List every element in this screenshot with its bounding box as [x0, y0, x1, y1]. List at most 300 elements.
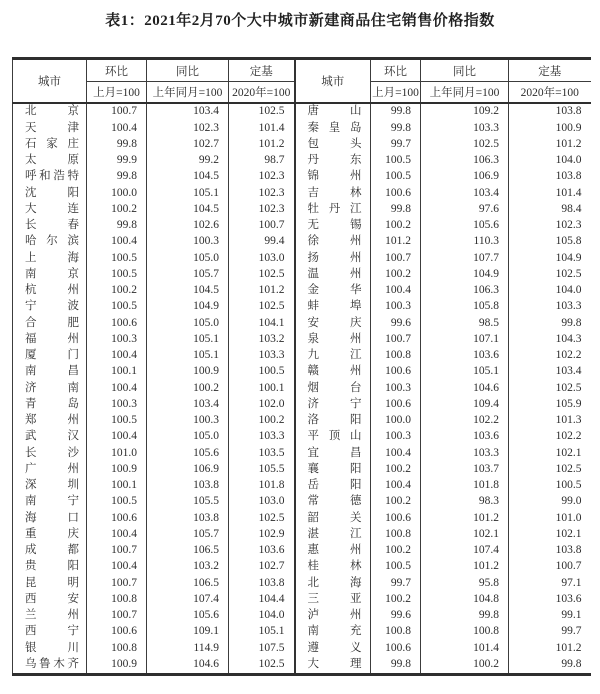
mom-value: 100.7 — [87, 575, 147, 591]
city-cell — [295, 315, 371, 331]
city-name: 温 州 — [307, 267, 362, 280]
yoy-value: 100.2 — [421, 657, 509, 675]
mom-value: 100.8 — [371, 527, 421, 543]
city-cell — [13, 624, 87, 640]
city-name: 三 亚 — [307, 592, 362, 605]
city-cell — [13, 267, 87, 283]
fixed-base-value: 103.8 — [509, 169, 591, 185]
fixed-base-value: 103.3 — [229, 429, 295, 445]
table-row — [13, 510, 591, 526]
city-name: 呼 和 浩 特 — [25, 170, 79, 183]
city-cell — [13, 283, 87, 299]
city-cell — [13, 250, 87, 266]
yoy-value: 107.4 — [421, 543, 509, 559]
fixed-base-value: 103.8 — [509, 103, 591, 120]
fixed-base-value: 105.1 — [229, 624, 295, 640]
header-city-right: 城市 — [295, 59, 371, 104]
table-row — [13, 169, 591, 185]
fixed-base-value: 102.5 — [509, 267, 591, 283]
mom-value: 100.6 — [371, 185, 421, 201]
city-cell — [295, 575, 371, 591]
table-row — [13, 234, 591, 250]
table-row — [13, 153, 591, 169]
yoy-value: 99.2 — [147, 153, 229, 169]
mom-value: 100.3 — [87, 332, 147, 348]
city-cell — [13, 169, 87, 185]
table-row — [13, 218, 591, 234]
fixed-base-value: 104.4 — [229, 592, 295, 608]
mom-value: 99.6 — [371, 608, 421, 624]
mom-value: 100.5 — [371, 559, 421, 575]
city-cell — [13, 657, 87, 675]
yoy-value: 104.6 — [421, 380, 509, 396]
fixed-base-value: 104.3 — [509, 332, 591, 348]
fixed-base-value: 100.5 — [509, 478, 591, 494]
mom-value: 101.2 — [371, 234, 421, 250]
city-cell — [295, 299, 371, 315]
fixed-base-value: 101.2 — [229, 283, 295, 299]
table-row — [13, 657, 591, 675]
yoy-value: 106.3 — [421, 283, 509, 299]
yoy-value: 110.3 — [421, 234, 509, 250]
mom-value: 100.4 — [371, 283, 421, 299]
city-cell — [13, 348, 87, 364]
fixed-base-value: 97.1 — [509, 575, 591, 591]
fixed-base-value: 104.1 — [229, 315, 295, 331]
yoy-value: 100.3 — [147, 413, 229, 429]
fixed-base-value: 102.0 — [229, 397, 295, 413]
fixed-base-value: 105.8 — [509, 234, 591, 250]
mom-value: 100.4 — [87, 348, 147, 364]
city-name: 惠 州 — [307, 544, 362, 557]
yoy-value: 105.1 — [147, 185, 229, 201]
city-cell — [295, 218, 371, 234]
mom-value: 99.9 — [87, 153, 147, 169]
city-name: 沈 阳 — [25, 186, 79, 199]
mom-value: 100.8 — [87, 592, 147, 608]
fixed-base-value: 105.5 — [229, 462, 295, 478]
city-cell — [13, 137, 87, 153]
city-cell — [295, 608, 371, 624]
mom-value: 100.5 — [87, 299, 147, 315]
mom-value: 100.5 — [87, 494, 147, 510]
yoy-value: 105.1 — [147, 348, 229, 364]
mom-value: 100.5 — [371, 153, 421, 169]
mom-value: 100.1 — [87, 364, 147, 380]
table-row — [13, 575, 591, 591]
table-row — [13, 185, 591, 201]
table-row — [13, 608, 591, 624]
fixed-base-value: 102.9 — [229, 527, 295, 543]
yoy-value: 104.8 — [421, 592, 509, 608]
city-name: 无 锡 — [307, 219, 362, 232]
city-cell — [295, 624, 371, 640]
yoy-value: 104.5 — [147, 169, 229, 185]
city-cell — [13, 543, 87, 559]
city-name: 包 头 — [307, 137, 362, 150]
city-cell — [13, 527, 87, 543]
yoy-value: 103.3 — [421, 120, 509, 136]
city-cell — [13, 559, 87, 575]
city-name: 洛 阳 — [307, 414, 362, 427]
mom-value: 100.2 — [371, 267, 421, 283]
city-name: 西 安 — [25, 592, 79, 605]
city-name: 福 州 — [25, 332, 79, 345]
yoy-value: 106.9 — [421, 169, 509, 185]
fixed-base-value: 102.5 — [509, 462, 591, 478]
header-mom-right: 环比 — [371, 59, 421, 82]
city-name: 泸 州 — [307, 609, 362, 622]
yoy-value: 102.3 — [147, 120, 229, 136]
header-yoy-left: 同比 — [147, 59, 229, 82]
city-cell — [295, 510, 371, 526]
yoy-value: 102.6 — [147, 218, 229, 234]
mom-value: 99.8 — [371, 103, 421, 120]
city-name: 扬 州 — [307, 251, 362, 264]
mom-value: 100.0 — [87, 185, 147, 201]
yoy-value: 100.3 — [147, 234, 229, 250]
city-cell — [13, 640, 87, 656]
fixed-base-value: 100.5 — [229, 364, 295, 380]
city-cell — [13, 332, 87, 348]
mom-value: 100.2 — [371, 592, 421, 608]
header-yoy-base-right: 上年同月=100 — [421, 82, 509, 104]
yoy-value: 105.5 — [147, 494, 229, 510]
city-cell — [295, 250, 371, 266]
yoy-value: 106.5 — [147, 543, 229, 559]
table-row — [13, 283, 591, 299]
city-name: 银 川 — [25, 641, 79, 654]
city-cell — [13, 103, 87, 120]
yoy-value: 107.4 — [147, 592, 229, 608]
city-cell — [13, 478, 87, 494]
table-row — [13, 640, 591, 656]
mom-value: 100.5 — [371, 169, 421, 185]
city-cell — [295, 397, 371, 413]
city-cell — [13, 608, 87, 624]
city-name: 杭 州 — [25, 284, 79, 297]
fixed-base-value: 101.2 — [509, 137, 591, 153]
city-name: 昆 明 — [25, 576, 79, 589]
city-cell — [295, 657, 371, 675]
city-cell — [13, 218, 87, 234]
mom-value: 100.2 — [371, 462, 421, 478]
table-body — [13, 103, 591, 674]
table-row — [13, 332, 591, 348]
city-name: 韶 关 — [307, 511, 362, 524]
fixed-base-value: 99.8 — [509, 657, 591, 675]
header-fixed-left: 定基 — [229, 59, 295, 82]
mom-value: 100.2 — [371, 494, 421, 510]
yoy-value: 101.8 — [421, 478, 509, 494]
city-name: 广 州 — [25, 462, 79, 475]
city-name: 哈 尔 滨 — [25, 235, 79, 248]
fixed-base-value: 98.7 — [229, 153, 295, 169]
city-cell — [13, 462, 87, 478]
city-name: 北 海 — [307, 576, 362, 589]
city-cell — [295, 169, 371, 185]
yoy-value: 106.9 — [147, 462, 229, 478]
yoy-value: 104.5 — [147, 202, 229, 218]
mom-value: 100.3 — [371, 380, 421, 396]
page-title: 表1：2021年2月70个大中城市新建商品住宅销售价格指数 — [105, 13, 495, 29]
table-row — [13, 478, 591, 494]
mom-value: 100.2 — [87, 202, 147, 218]
table-row — [13, 137, 591, 153]
city-name: 安 庆 — [307, 316, 362, 329]
city-name: 乌 鲁 木 齐 — [25, 657, 79, 670]
fixed-base-value: 103.3 — [229, 348, 295, 364]
fixed-base-value: 104.0 — [509, 283, 591, 299]
city-cell — [13, 445, 87, 461]
city-name: 西 宁 — [25, 625, 79, 638]
fixed-base-value: 102.2 — [509, 429, 591, 445]
mom-value: 99.8 — [371, 202, 421, 218]
city-name: 南 昌 — [25, 365, 79, 378]
mom-value: 99.8 — [87, 137, 147, 153]
mom-value: 99.8 — [371, 657, 421, 675]
mom-value: 101.0 — [87, 445, 147, 461]
city-cell — [13, 153, 87, 169]
yoy-value: 106.3 — [421, 153, 509, 169]
yoy-value: 103.6 — [421, 348, 509, 364]
table-row — [13, 462, 591, 478]
city-cell — [295, 478, 371, 494]
fixed-base-value: 99.8 — [509, 315, 591, 331]
table-row — [13, 380, 591, 396]
yoy-value: 109.2 — [421, 103, 509, 120]
city-cell — [295, 380, 371, 396]
fixed-base-value: 102.1 — [509, 445, 591, 461]
fixed-base-value: 102.2 — [509, 348, 591, 364]
mom-value: 100.8 — [371, 348, 421, 364]
city-name: 遵 义 — [307, 641, 362, 654]
city-name: 湛 江 — [307, 527, 362, 540]
fixed-base-value: 101.0 — [509, 510, 591, 526]
city-cell — [295, 267, 371, 283]
city-name: 长 沙 — [25, 446, 79, 459]
mom-value: 100.3 — [371, 429, 421, 445]
city-name: 金 华 — [307, 284, 362, 297]
yoy-value: 101.4 — [421, 640, 509, 656]
city-name: 成 都 — [25, 544, 79, 557]
yoy-value: 100.2 — [147, 380, 229, 396]
fixed-base-value: 102.5 — [229, 510, 295, 526]
fixed-base-value: 99.7 — [509, 624, 591, 640]
mom-value: 99.7 — [371, 137, 421, 153]
fixed-base-value: 102.3 — [509, 218, 591, 234]
city-cell — [13, 592, 87, 608]
fixed-base-value: 100.7 — [229, 218, 295, 234]
city-cell — [13, 299, 87, 315]
mom-value: 100.0 — [371, 413, 421, 429]
header-mom-base-right: 上月=100 — [371, 82, 421, 104]
city-name: 桂 林 — [307, 560, 362, 573]
yoy-value: 105.7 — [147, 267, 229, 283]
city-name: 青 岛 — [25, 397, 79, 410]
yoy-value: 103.8 — [147, 510, 229, 526]
city-cell — [13, 234, 87, 250]
city-name: 上 海 — [25, 251, 79, 264]
yoy-value: 103.6 — [421, 429, 509, 445]
fixed-base-value: 102.5 — [229, 299, 295, 315]
fixed-base-value: 100.9 — [509, 120, 591, 136]
yoy-value: 104.5 — [147, 283, 229, 299]
city-cell — [13, 202, 87, 218]
yoy-value: 103.3 — [421, 445, 509, 461]
mom-value: 100.5 — [87, 413, 147, 429]
yoy-value: 106.5 — [147, 575, 229, 591]
mom-value: 100.9 — [87, 657, 147, 675]
table-row — [13, 348, 591, 364]
table-row — [13, 120, 591, 136]
yoy-value: 95.8 — [421, 575, 509, 591]
city-name: 南 宁 — [25, 495, 79, 508]
fixed-base-value: 102.7 — [229, 559, 295, 575]
city-name: 兰 州 — [25, 609, 79, 622]
yoy-value: 107.7 — [421, 250, 509, 266]
city-name: 烟 台 — [307, 381, 362, 394]
fixed-base-value: 103.2 — [229, 332, 295, 348]
yoy-value: 102.5 — [421, 137, 509, 153]
city-cell — [13, 185, 87, 201]
fixed-base-value: 101.3 — [509, 413, 591, 429]
city-cell — [13, 494, 87, 510]
yoy-value: 105.6 — [421, 218, 509, 234]
city-name: 宜 昌 — [307, 446, 362, 459]
fixed-base-value: 101.2 — [509, 640, 591, 656]
city-name: 襄 阳 — [307, 462, 362, 475]
yoy-value: 105.7 — [147, 527, 229, 543]
header-fixed-right: 定基 — [509, 59, 591, 82]
city-cell — [295, 103, 371, 120]
city-name: 泉 州 — [307, 332, 362, 345]
header-fixed-base-right: 2020年=100 — [509, 82, 591, 104]
city-name: 太 原 — [25, 154, 79, 167]
city-cell — [295, 202, 371, 218]
mom-value: 100.7 — [371, 250, 421, 266]
fixed-base-value: 99.0 — [509, 494, 591, 510]
city-name: 长 春 — [25, 219, 79, 232]
fixed-base-value: 103.3 — [509, 299, 591, 315]
mom-value: 100.3 — [87, 397, 147, 413]
city-cell — [295, 283, 371, 299]
mom-value: 100.7 — [87, 103, 147, 120]
fixed-base-value: 101.4 — [509, 185, 591, 201]
yoy-value: 105.0 — [147, 429, 229, 445]
city-cell — [295, 462, 371, 478]
mom-value: 100.2 — [371, 543, 421, 559]
mom-value: 100.9 — [87, 462, 147, 478]
yoy-value: 101.2 — [421, 510, 509, 526]
fixed-base-value: 104.0 — [229, 608, 295, 624]
yoy-value: 100.9 — [147, 364, 229, 380]
fixed-base-value: 103.6 — [229, 543, 295, 559]
mom-value: 100.6 — [87, 315, 147, 331]
city-name: 石 家 庄 — [25, 137, 79, 150]
header-city-left: 城市 — [13, 59, 87, 104]
yoy-value: 109.1 — [147, 624, 229, 640]
yoy-value: 107.1 — [421, 332, 509, 348]
city-name: 宁 波 — [25, 300, 79, 313]
table-row — [13, 315, 591, 331]
city-cell — [13, 510, 87, 526]
city-name: 天 津 — [25, 121, 79, 134]
yoy-value: 114.9 — [147, 640, 229, 656]
city-name: 南 京 — [25, 267, 79, 280]
city-cell — [13, 397, 87, 413]
yoy-value: 105.6 — [147, 608, 229, 624]
yoy-value: 109.4 — [421, 397, 509, 413]
yoy-value: 101.2 — [421, 559, 509, 575]
fixed-base-value: 102.3 — [229, 202, 295, 218]
fixed-base-value: 100.7 — [509, 559, 591, 575]
city-name: 丹 东 — [307, 154, 362, 167]
city-cell — [295, 332, 371, 348]
city-name: 蚌 埠 — [307, 300, 362, 313]
city-name: 吉 林 — [307, 186, 362, 199]
yoy-value: 103.7 — [421, 462, 509, 478]
city-cell — [295, 153, 371, 169]
yoy-value: 104.9 — [421, 267, 509, 283]
city-name: 大 连 — [25, 202, 79, 215]
mom-value: 100.4 — [87, 429, 147, 445]
city-name: 秦 皇 岛 — [307, 121, 362, 134]
mom-value: 100.6 — [371, 640, 421, 656]
table-row — [13, 397, 591, 413]
fixed-base-value: 103.6 — [509, 592, 591, 608]
table-row — [13, 559, 591, 575]
city-name: 平 顶 山 — [307, 430, 362, 443]
mom-value: 99.8 — [87, 169, 147, 185]
city-name: 济 宁 — [307, 397, 362, 410]
city-name: 南 充 — [307, 625, 362, 638]
fixed-base-value: 107.5 — [229, 640, 295, 656]
fixed-base-value: 103.8 — [229, 575, 295, 591]
fixed-base-value: 103.8 — [509, 543, 591, 559]
yoy-value: 97.6 — [421, 202, 509, 218]
mom-value: 100.7 — [87, 543, 147, 559]
fixed-base-value: 104.0 — [509, 153, 591, 169]
city-name: 郑 州 — [25, 414, 79, 427]
table-row — [13, 429, 591, 445]
yoy-value: 103.4 — [147, 397, 229, 413]
mom-value: 100.4 — [87, 234, 147, 250]
fixed-base-value: 102.3 — [229, 185, 295, 201]
header-yoy-base-left: 上年同月=100 — [147, 82, 229, 104]
city-name: 深 圳 — [25, 479, 79, 492]
city-name: 武 汉 — [25, 430, 79, 443]
city-cell — [13, 315, 87, 331]
city-name: 九 江 — [307, 349, 362, 362]
city-cell — [295, 348, 371, 364]
city-cell — [13, 429, 87, 445]
mom-value: 100.7 — [371, 332, 421, 348]
yoy-value: 105.1 — [421, 364, 509, 380]
city-cell — [295, 429, 371, 445]
fixed-base-value: 98.4 — [509, 202, 591, 218]
city-cell — [295, 543, 371, 559]
city-name: 牡 丹 江 — [307, 202, 362, 215]
fixed-base-value: 101.8 — [229, 478, 295, 494]
yoy-value: 103.2 — [147, 559, 229, 575]
yoy-value: 105.0 — [147, 315, 229, 331]
mom-value: 100.4 — [87, 559, 147, 575]
yoy-value: 99.8 — [421, 608, 509, 624]
fixed-base-value: 100.1 — [229, 380, 295, 396]
table-row — [13, 364, 591, 380]
city-cell — [295, 185, 371, 201]
